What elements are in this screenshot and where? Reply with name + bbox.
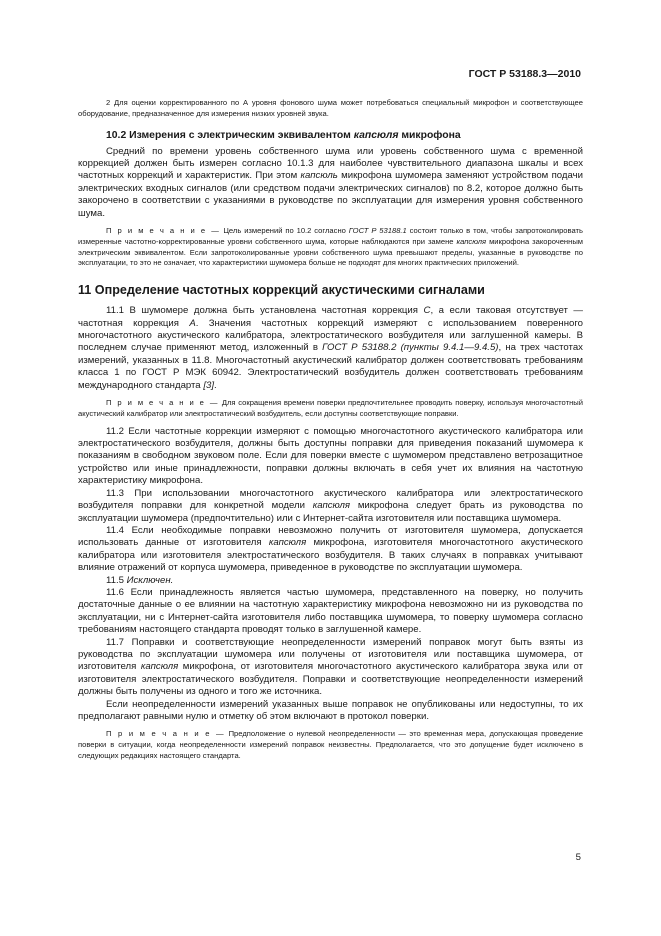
section-11-7-note: П р и м е ч а н и е — Предположение о нулевой неопределенности — это временная мера, допускающая проведение поверки в ситуации, когда неопределенности измерений поправок неизвестны. Предполагается, что это допущение будет исключено в следующих редакциях настоящего стандарта. xyxy=(78,729,583,760)
paragraph-11-4: 11.4 Если необходимые поправки невозможно получить от изготовителя шумомера, допускается использовать данные от изготовителя капсюля микрофона, изготовителя многочастотного акустического калибратора или изготовителя электростатического возбудителя. В таких случаях в поправках учитывают влияние отражений от корпуса шумомера, приведенное в руководстве по эксплуатации шумомера. xyxy=(78,524,583,574)
paragraph-11-6: 11.6 Если принадлежность является частью шумомера, представленного на поверку, но получить достаточные данные о ее влиянии на частотную характеристику микрофона невозможно ни из руководства по эксплуатации, ни с Интернет-сайта изготовителя либо поставщика шумомера, то поверку шумомера согласно требованиям настоящего стандарта проводят только в заглушенной камере. xyxy=(78,586,583,636)
paragraph-11-2: 11.2 Если частотные коррекции измеряют с помощью многочастотного акустического калибратора или электростатического возбудителя, должны быть доступны поправки для приведения показаний шумомера к показаниям в свободном звуковом поле. Если для поверки вместе с шумомером представлено ветрозащитное устройство или иные принадлежности, поправки должны включать в себя учет их влияния на частотную характеристику микрофона. xyxy=(78,425,583,487)
document-code-header: ГОСТ Р 53188.3—2010 xyxy=(468,68,581,80)
section-11-1-note: П р и м е ч а н и е — Для сокращения времени поверки предпочтительнее проводить поверку, используя многочастотный акустический калибратор или электростатический возбудитель, если доступны соответствующие поправки. xyxy=(78,398,583,418)
paragraph-11-7: 11.7 Поправки и соответствующие неопределенности измерений поправок могут быть взяты из руководства по эксплуатации шумомера или получены от изготовителя или поставщика шумомера, от изготовителя капсюля микрофона, от изготовителя многочастотного акустического калибратора звука или от изготовителя электростатического возбудителя. Поправки и соответствующие неопределенности измерений должны быть получены из одного и того же источника. xyxy=(78,636,583,698)
footnote-2: 2 Для оценки корректированного по А уровня фонового шума может потребоваться специальный микрофон и соответствующее оборудование, предназначенное для измерения низких уровней звука. xyxy=(78,98,583,118)
section-10-2-heading: 10.2 Измерения с электрическим эквивалентом капсюля микрофона xyxy=(106,129,461,141)
paragraph-11-1: 11.1 В шумомере должна быть установлена частотная коррекция С, а если таковая отсутствует — частотная коррекция А. Значения частотных коррекций измеряют с использованием поверенного многочастотного акустического калибратора, электростатического возбудителя или заглушенной камеры. В последнем случае применяют метод, изложенный в ГОСТ Р 53188.2 (пункты 9.4.1—9.4.5), на трех частотах измерений, указанных в 11.8. Многочастотный акустический калибратор должен соответствовать требованиям класса 1 по ГОСТ Р МЭК 60942. Электростатический возбудитель должен соответствовать требованиям международного стандарта [3]. xyxy=(78,305,584,391)
section-10-2-paragraph: Средний по времени уровень собственного шума или уровень собственного шума с временной коррекцией должен быть измерен согласно 10.1.3 для наиболее чувствительного диапазона шкалы и всех частотных коррекций и характеристик. При этом капсюль микрофона шумомера заменяют устройством подачи электрических входных сигналов (или средством подачи электрических сигналов) по 8.2, которое должно быть закорочено в соответствии с указаниями в руководстве по эксплуатации для измерения уровня собственного шума. xyxy=(78,145,583,219)
paragraph-11-3: 11.3 При использовании многочастотного акустического калибратора или электростатического возбудителя поправки для конкретной модели капсюля микрофона следует брать из руководства по эксплуатации шумомера (предпочтительно) или с Интернет-сайта изготовителя или поставщика шумомера. xyxy=(78,487,583,524)
page-content xyxy=(78,98,583,762)
section-10-2-note: П р и м е ч а н и е — Цель измерений по 10.2 согласно ГОСТ Р 53188.1 состоит только в том, чтобы запротоколировать измеренные частотно-корректированные уровни собственного шума, которые наблюдаются при замене капсюля микрофона закороченным электрическим эквивалентом. Если запротоколированные уровни собственного шума превышают пределы, указанные в руководстве по эксплуатации, то это не означает, что характеристики шумомера больше не подходят для многих практических приложений. xyxy=(78,226,583,268)
section-11-heading: 11 Определение частотных коррекций акустическими сигналами xyxy=(78,283,485,298)
paragraph-11-7-continued: Если неопределенности измерений указанных выше поправок не опубликованы или недоступны, то их предполагают равными нулю и отметку об этом включают в протокол поверки. xyxy=(78,698,583,722)
paragraph-11-5: 11.5 Исключен. xyxy=(106,574,174,586)
page-number: 5 xyxy=(575,852,581,863)
